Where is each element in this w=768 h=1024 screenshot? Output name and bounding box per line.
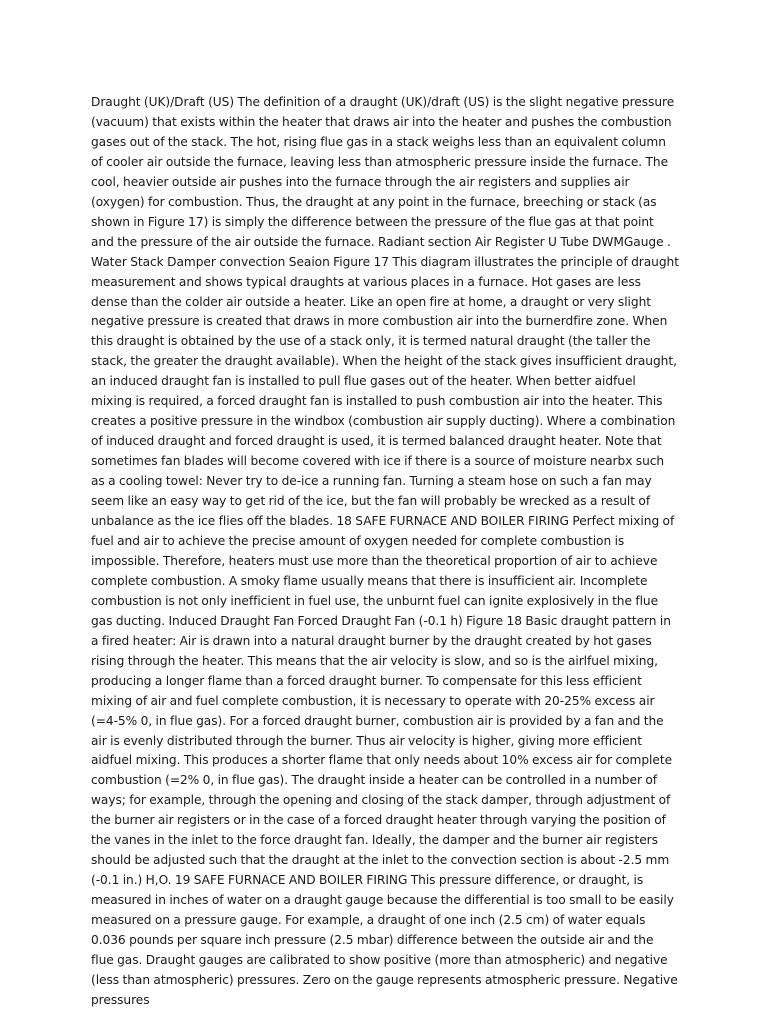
body-paragraph: Draught (UK)/Draft (US) The definition of a draught (UK)/draft (US) is the slight negative pressure (vacuum) that exists within the heater that draws air into the heater and pushes the combustion gases out of the stack. The hot, rising flue gas in a stack weighs less than an equivalent column of cooler air outside the furnace, leaving less than atmospheric pressure inside the furnace. The cool, heavier outside air pushes into the furnace through the air registers and supplies air (oxygen) for combustion. Thus, the draught at any point in the furnace, breeching or stack (as shown in Figure 17) is simply the difference between the pressure of the flue gas at that point and the pressure of the air outside the furnace. Radiant section Air Register U Tube DWMGauge . Water Stack Damper convection Seaion Figure 17 This diagram illustrates the principle of draught measurement and shows typical draughts at various places in a furnace. Hot gases are less dense than the colder air outside a heater. Like an open fire at home, a draught or very slight negative pressure is created that draws in more combustion air into the burnerdfire zone. When this draught is obtained by the use of a stack only, it is termed natural draught (the taller the stack, the greater the draught available). When the height of the stack gives insufficient draught, an induced draught fan is installed to pull flue gases out of the heater. When better aidfuel mixing is required, a forced draught fan is installed to push combustion air into the heater. This creates a positive pressure in the windbox (combustion air supply ducting). Where a combination of induced draught and forced draught is used, it is termed balanced draught heater. Note that sometimes fan blades will become covered with ice if there is a source of moisture nearbx such as a cooling towel: Never try to de-ice a running fan. Turning a steam hose on such a fan may seem like an easy way to get rid of the ice, but the fan will probably be wrecked as a result of unbalance as the ice flies off the blades. 18 SAFE FURNACE AND BOILER FIRING Perfect mixing of fuel and air to achieve the precise amount of oxygen needed for complete combustion is impossible. Therefore, heaters must use more than the theoretical proportion of air to achieve complete combustion. A smoky flame usually means that there is insufficient air. Incomplete combustion is not only inefficient in fuel use, the unburnt fuel can ignite explosively in the flue gas ducting. Induced Draught Fan Forced Draught Fan (-0.1 h) Figure 18 Basic draught pattern in a fired heater: Air is drawn into a natural draught burner by the draught created by hot gases rising through the heater. This means that the air velocity is slow, and so is the airlfuel mixing, producing a longer flame than a forced draught burner. To compensate for this less efficient mixing of air and fuel complete combustion, it is necessary to operate with 20-25% excess air (=4-5% 0, in flue gas). For a forced draught burner, combustion air is provided by a fan and the air is evenly distributed through the burner. Thus air velocity is higher, giving more efficient aidfuel mixing. This produces a shorter flame that only needs about 10% excess air for complete combustion (=2% 0, in flue gas). The draught inside a heater can be controlled in a number of ways; for example, through the opening and closing of the stack damper, through adjustment of the burner air registers or in the case of a forced draught heater through varying the position of the vanes in the inlet to the force draught fan. Ideally, the damper and the burner air registers should be adjusted such that the draught at the inlet to the convection section is about -2.5 mm (-0.1 in.) H,O. 19 SAFE FURNACE AND BOILER FIRING This pressure difference, or draught, is measured in inches of water on a draught gauge because the differential is too small to be easily measured on a pressure gauge. For example, a draught of one inch (2.5 cm) of water equals 0.036 pounds per square inch pressure (2.5 mbar) difference between the outside air and the flue gas. Draught gauges are calibrated to show positive (more than atmospheric) and negative (less than atmospheric) pressures. Zero on the gauge represents atmospheric pressure. Negative pressures	[91, 95, 679, 1007]
